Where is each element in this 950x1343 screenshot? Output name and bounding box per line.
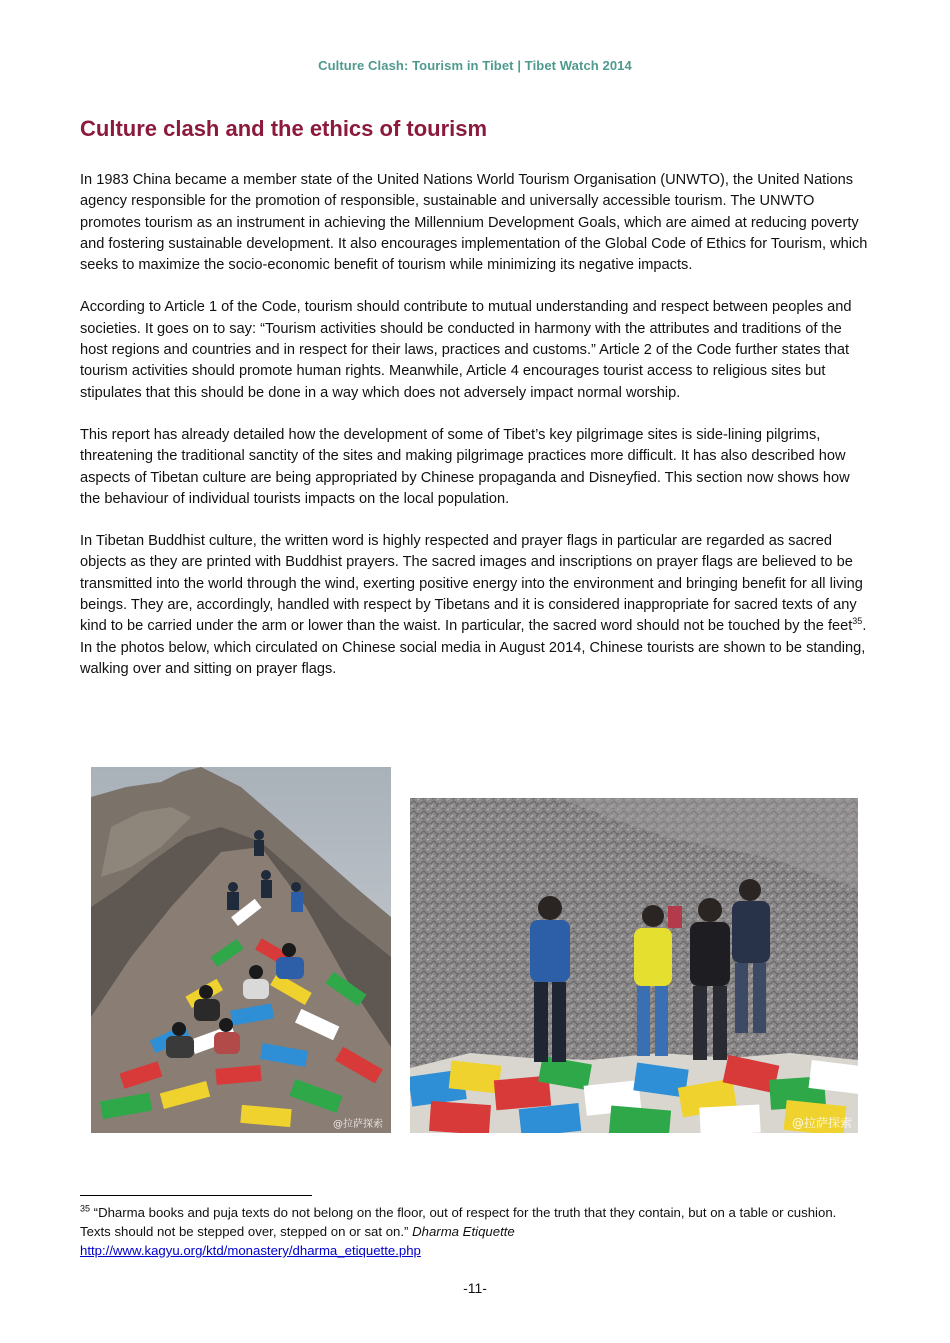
paragraph-text: . In the photos below, which circulated on Chinese social media in August 2014, Chinese tourists are shown to be standing, walking over and sitting on prayer flags. [80,618,867,677]
footnote-text: “Dharma books and puja texts do not belong on the floor, out of respect for the truth that they contain, but on a table or cushion. Texts should not be stepped over, stepped on or sat on.” [80,1205,837,1239]
footnote-ref[interactable]: 35 [852,616,863,627]
photo-tourists-sitting-on-prayer-flags [91,767,391,1133]
photo-left-illustration [91,767,391,1133]
footnote-number: 35 [80,1203,91,1214]
footnote-link[interactable]: http://www.kagyu.org/ktd/monastery/dharma_etiquette.php [80,1243,421,1258]
footnote [80,1203,870,1260]
paragraph-text: In Tibetan Buddhist culture, the written word is highly respected and prayer flags in particular are regarded as sacred objects as they are printed with Buddhist prayers. The sacred images and inscriptions on prayer flags are believed to be transmitted into the world through the wind, exerting positive energy into the environment and bringing benefit for all living beings. They are, accordingly, handled with respect by Tibetans and it is considered inappropriate for sacred texts of any kind to be carried under the arm or lower than the waist. In particular, the sacred word should not be touched by the feet [80,533,863,635]
footnote-source: Dharma Etiquette [412,1224,515,1239]
paragraph: In 1983 China became a member state of the United Nations World Tourism Organisation (UNWTO), the United Nations agency responsible for the promotion of responsible, sustainable and universally accessible tourism. The UNWTO promotes tourism as an instrument in achieving the Millennium Development Goals, which are aimed at reducing poverty and fostering sustainable development. It also encourages implementation of the Global Code of Ethics for Tourism, which seeks to maximize the socio-economic benefit of tourism while minimizing its negative impacts. [80,172,868,274]
paragraph: This report has already detailed how the development of some of Tibet’s key pilgrimage sites is side-lining pilgrims, threatening the traditional sanctity of the sites and making pilgrimage practices more difficult. It has also described how aspects of Tibetan culture are being appropriated by Chinese propaganda and Disneyfied. This section now shows how the behaviour of individual tourists impacts on the local population. [80,426,850,507]
running-header: Culture Clash: Tourism in Tibet | Tibet Watch 2014 [318,58,632,73]
page-number: -11- [463,1280,487,1296]
section-title: Culture clash and the ethics of tourism [80,116,488,141]
paragraph: According to Article 1 of the Code, tourism should contribute to mutual understanding and respect between peoples and societies. It goes on to say: “Tourism activities should be conducted in harmony with the attributes and traditions of the host regions and countries and in respect for their laws, practices and customs.” Article 2 of the Code further states that tourism activities should promote human rights. Meanwhile, Article 4 encourages tourist access to religious sites but stipulates that this should be done in a way which does not adversely impact normal worship. [80,299,852,401]
photo-watermark: @拉萨探索 [791,1116,852,1130]
body-text [80,170,870,701]
photo-tourists-standing-on-prayer-flags [410,798,858,1133]
photo-watermark: @拉萨探索 [333,1119,383,1130]
footnote-separator [80,1195,312,1196]
photo-right-illustration [410,798,858,1133]
paragraph [80,531,870,680]
